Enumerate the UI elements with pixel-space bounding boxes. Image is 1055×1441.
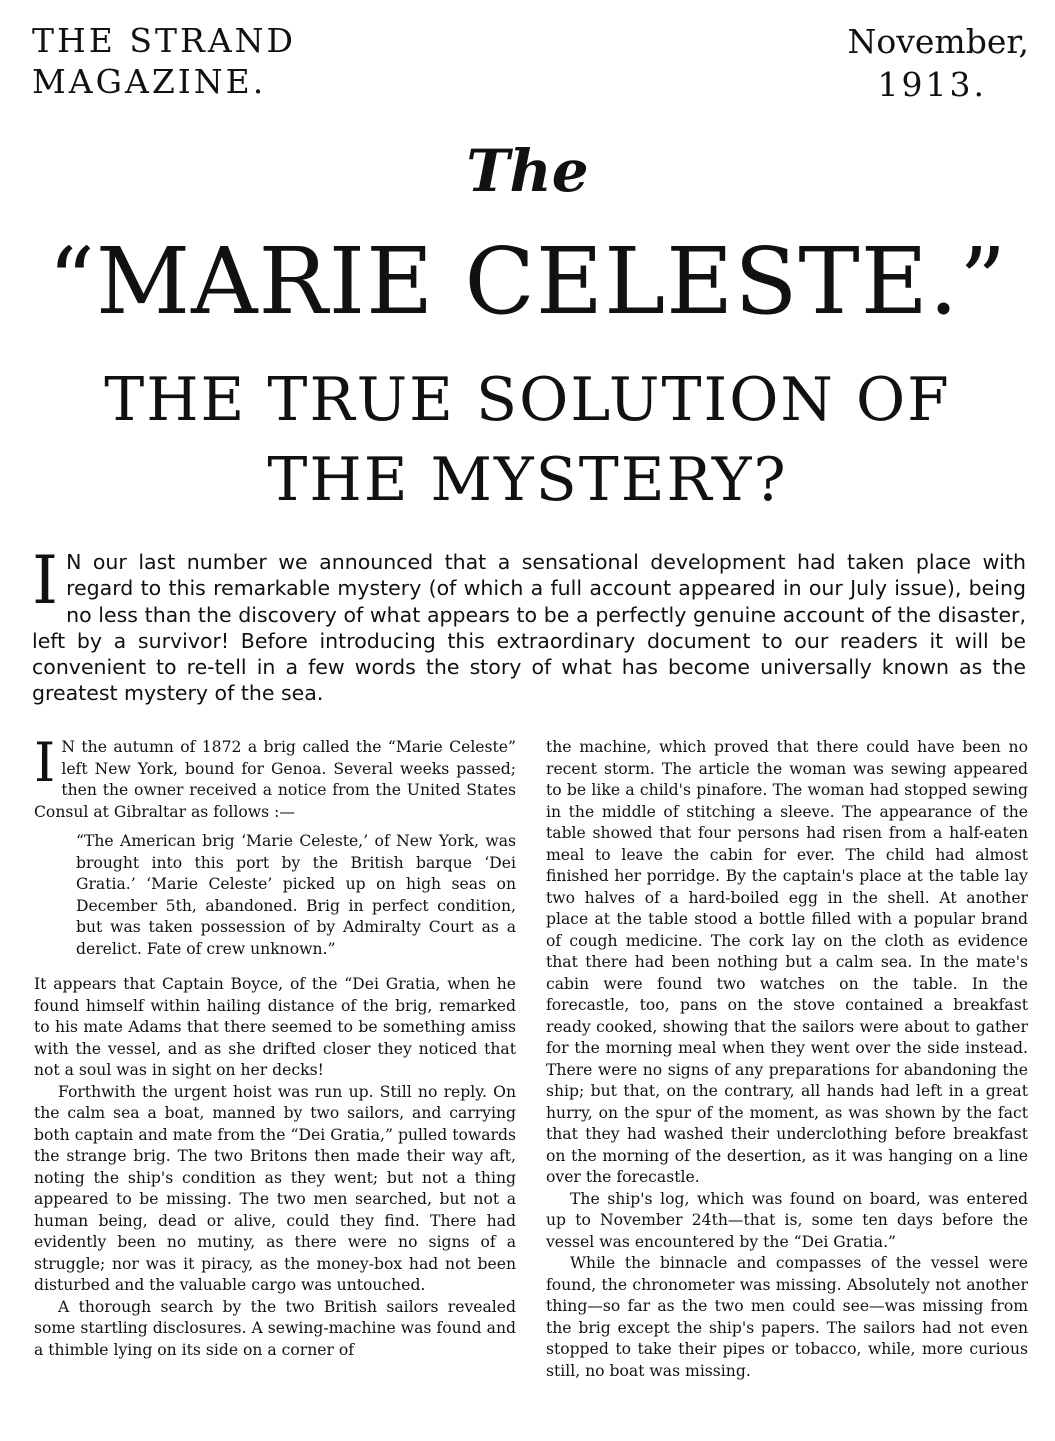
- title-the: The: [466, 137, 589, 205]
- masthead-line-1: THE STRAND: [32, 21, 296, 60]
- consul-notice-quote: “The American brig ‘Marie Celeste,’ of New York, was brought into this port by the British barque ‘Dei Gratia.’ ‘Marie Celeste’ picked up on high seas on December 5th, abandoned. Brig in perfect condition, but was taken possession of by Admiralty Court as a derelict. Fate of crew unknown.”: [76, 832, 516, 958]
- left-paragraph-2: It appears that Captain Boyce, of the “Dei Gratia, when he found himself within hailing distance of the brig, remarked to his mate Adams that there seemed to be something amiss with the vessel, and as she drifted closer they noticed that not a soul was in sight on her decks!: [34, 975, 516, 1079]
- masthead-line-2: MAGAZINE.: [32, 62, 267, 101]
- right-paragraph-1: the machine, which proved that there could have been no recent storm. The article the woman was sewing appeared to be like a child's pinafore. The woman had stopped sewing in the middle of stitching a sleeve. The appearance of the table showed that four persons had risen from a half-eaten meal to leave the cabin for ever. The child had almost finished her porridge. By the captain's place at the table lay two halves of a hard-boiled egg in the shell. At another place at the table stood a bottle filled with a popular brand of cough medicine. The cork lay on the cloth as evidence that there had been nothing but a calm sea. In the mate's cabin were found two watches on the table. In the forecastle, too, pans on the stove contained a breakfast ready cooked, showing that the sailors were about to gather for the morning meal when they went over the side instead. There were no signs of any preparations for abandoning the ship; but that, on the contrary, all hands had left in a great hurry, on the spur of the moment, as was shown by the fact that they had washed their underclothing before breakfast on the morning of the desertion, as it was hanging on a line over the forecastle.: [546, 738, 1028, 1186]
- left-paragraph-1: [34, 731, 516, 823]
- masthead-publication: [32, 20, 296, 102]
- right-paragraph-3: While the binnacle and compasses of the vessel were found, the chronometer was missing. Absolutely not another thing—so far as the two men could see—was missing from the brig except the ship's papers. The sailors had not even stopped to take their pipes or tobacco, while, more curious still, no boat was missing.: [546, 1254, 1028, 1380]
- masthead-year: 1913.: [877, 65, 987, 104]
- masthead-month: November,: [847, 22, 1029, 61]
- intro-text: N our last number we announced that a sensational development had taken place with regard to this remarkable mystery (of which a full account appeared in our July issue), being no less than the discovery of what appears to be a perfectly genuine account of the disaster, left by a survivor! Before introducing this extraordinary document to our readers it will be convenient to re-tell in a few words the story of what has become universally known as the greatest mystery of the sea.: [32, 550, 1026, 706]
- title-subtitle: [0, 360, 1055, 520]
- left-paragraph-4: A thorough search by the two British sailors revealed some startling disclosures. A sewing-machine was found and a thimble lying on its side on a corner of: [34, 1297, 516, 1359]
- intro-drop-cap: I: [32, 542, 59, 619]
- left-paragraph-3: Forthwith the urgent hoist was run up. Still no reply. On the calm sea a boat, manned by two sailors, and carrying both captain and mate from the “Dei Gratia,” pulled towards the strange brig. The two Britons then made their way aft, noting the ship's condition as they went; but not a thing appeared to be missing. The two men searched, but not a human being, dead or alive, could they find. There had evidently been no mutiny, as there were no signs of a struggle; nor was it piracy, as the money-box had not been disturbed and the valuable cargo was untouched.: [34, 1082, 516, 1294]
- left-drop-cap: I: [34, 731, 56, 794]
- left-column: [34, 731, 516, 1361]
- intro-paragraph: [32, 542, 1026, 707]
- title-main: “MARIE CELESTE.”: [47, 228, 1008, 335]
- masthead-date: [848, 20, 1030, 106]
- right-column: [546, 737, 1028, 1382]
- subtitle-line-2: THE MYSTERY?: [267, 445, 788, 515]
- left-paragraph-1-text: N the autumn of 1872 a brig called the “Marie Celeste” left New York, bound for Genoa. Several weeks passed; then the owner received a notice from the United States Consul at Gibraltar as follows :—: [34, 738, 516, 821]
- subtitle-line-1: THE TRUE SOLUTION OF: [104, 365, 951, 435]
- right-paragraph-2: The ship's log, which was found on board, was entered up to November 24th—that is, some ten days before the vessel was encountered by the “Dei Gratia.”: [546, 1189, 1028, 1251]
